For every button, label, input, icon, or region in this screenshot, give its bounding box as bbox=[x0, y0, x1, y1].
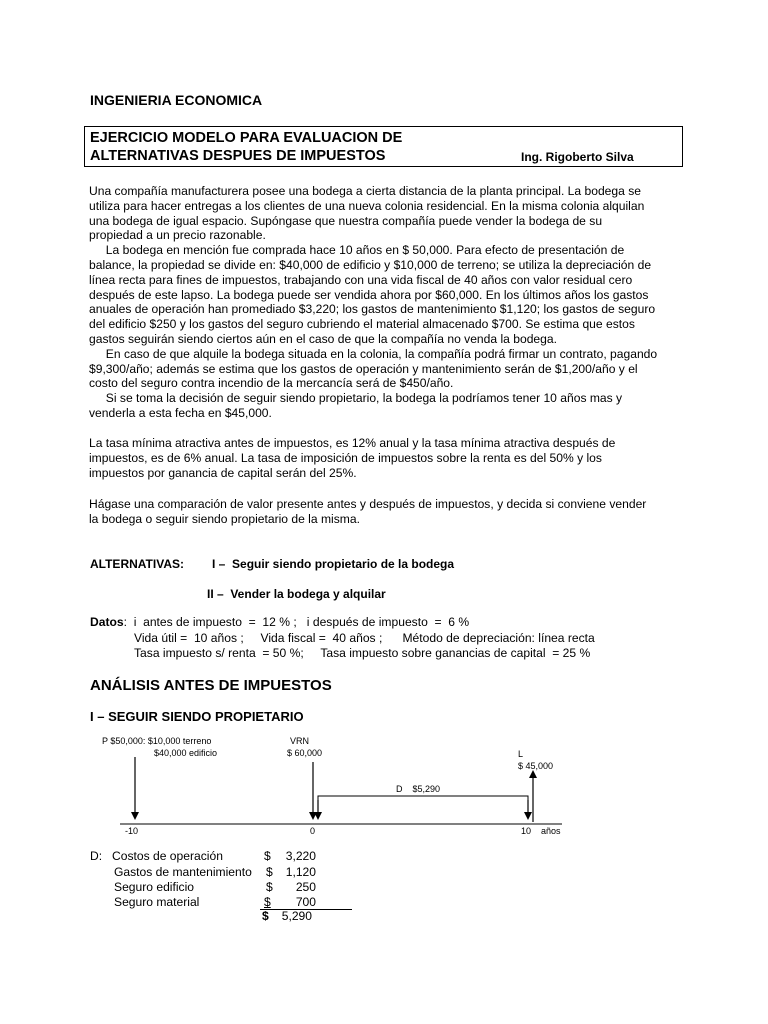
paragraph-line: utiliza para hacer entregas a los clientes de una nueva colonia residencial. En la misma colonia alquilan bbox=[89, 198, 645, 213]
alternative-2: II – Vender la bodega y alquilar bbox=[207, 587, 386, 601]
exercise-title-line2: ALTERNATIVAS DESPUES DE IMPUESTOS bbox=[90, 148, 386, 164]
axis-unit-label: años bbox=[541, 826, 561, 836]
cost-amount: 250 bbox=[295, 880, 316, 894]
problem-paragraph-1 bbox=[89, 184, 689, 421]
cost-amount: 700 bbox=[295, 895, 316, 909]
alternative-1: I – Seguir siendo propietario de la bodega bbox=[212, 557, 455, 571]
d-annual-bracket bbox=[318, 796, 528, 816]
paragraph-line: La bodega en mención fue comprada hace 10 años en $ 50,000. Para efecto de presentación de bbox=[89, 243, 625, 258]
paragraph-line: anuales de operación han promediado $3,220; los gastos de mantenimiento $1,120; los gastos de seguro bbox=[89, 302, 656, 317]
paragraph-line: $9,300/año; además se estima que los gastos de operación y mantenimiento serán de $1,200/año y el bbox=[89, 361, 638, 376]
author-name: Ing. Rigoberto Silva bbox=[521, 150, 634, 164]
analysis-heading: ANÁLISIS ANTES DE IMPUESTOS bbox=[90, 677, 332, 694]
cost-label: Seguro edificio bbox=[114, 880, 195, 894]
data-line-2: Vida útil = 10 años ; Vida fiscal = 40 años ; Método de depreciación: línea recta bbox=[134, 630, 595, 645]
paragraph-line: Si se toma la decisión de seguir siendo propietario, la bodega la podríamos tener 10 años mas y bbox=[89, 391, 623, 406]
paragraph-line: Hágase una comparación de valor presente antes y después de impuestos, y decida si conviene vender bbox=[89, 497, 647, 511]
paragraph-line: la bodega o seguir siendo propietario de la misma. bbox=[89, 511, 360, 526]
data-line-3: Tasa impuesto s/ renta = 50 %; Tasa impuesto sobre ganancias de capital = 25 % bbox=[134, 646, 591, 660]
cost-currency: $ bbox=[266, 865, 273, 879]
paragraph-line: una bodega de igual espacio. Supóngase que nuestra compañía puede vender la bodega de su bbox=[89, 213, 603, 228]
paragraph-line: venderla a esta fecha en $45,000. bbox=[89, 405, 272, 420]
problem-paragraph-3 bbox=[89, 497, 689, 527]
cash-flow-svg bbox=[0, 730, 768, 840]
tick-label: 0 bbox=[310, 826, 316, 836]
cost-amount: 1,120 bbox=[285, 865, 316, 879]
data-label: Datos bbox=[90, 615, 124, 629]
paragraph-line: En caso de que alquile la bodega situada en la colonia, la compañía podrá firmar un contrato, pagando bbox=[89, 346, 658, 361]
cost-label: Seguro material bbox=[114, 895, 200, 909]
total-amount: 5,290 bbox=[281, 909, 312, 923]
paragraph-line: Una compañía manufacturera posee una bodega a cierta distancia de la planta principal. La bodega se bbox=[89, 184, 641, 198]
paragraph-line: La tasa mínima atractiva antes de impuestos, es 12% anual y la tasa mínima atractiva después de bbox=[89, 436, 616, 450]
vrn-value: $ 60,000 bbox=[287, 748, 323, 758]
cost-label: Gastos de mantenimiento bbox=[114, 865, 252, 879]
paragraph-line: gastos seguirán siendo ciertos aún en el caso de que la compañía no venda la bodega. bbox=[89, 331, 557, 346]
data-block bbox=[90, 615, 595, 662]
l-label: L bbox=[518, 749, 524, 759]
total-currency: $ bbox=[262, 909, 269, 923]
course-heading: INGENIERIA ECONOMICA bbox=[90, 92, 263, 108]
p-label-building: $40,000 edificio bbox=[154, 748, 218, 758]
alternatives-label: ALTERNATIVAS: bbox=[90, 557, 184, 571]
problem-paragraph-2 bbox=[89, 436, 689, 480]
data-rates: : i antes de impuesto = 12 % ; i después de impuesto = 6 % bbox=[123, 615, 470, 629]
cost-currency: $ bbox=[264, 849, 271, 863]
data-line-1 bbox=[90, 615, 595, 631]
tick-label: -10 bbox=[125, 826, 139, 836]
paragraph-line: balance, la propiedad se divide en: $40,000 de edificio y $10,000 de terreno; se utiliza la depreciación de bbox=[89, 257, 652, 272]
d-label: D $5,290 bbox=[396, 784, 441, 794]
paragraph-line: costo del seguro contra incendio de la mercancía será de $450/año. bbox=[89, 376, 454, 391]
section-heading: I – SEGUIR SIENDO PROPIETARIO bbox=[90, 709, 304, 724]
paragraph-line: impuestos por ganancia de capital serán del 25%. bbox=[89, 465, 357, 480]
l-value: $ 45,000 bbox=[518, 761, 554, 771]
cost-currency: $ bbox=[266, 880, 273, 894]
paragraph-line: propiedad a un precio razonable. bbox=[89, 228, 266, 243]
p-label: P $50,000: $10,000 terreno bbox=[102, 736, 212, 746]
paragraph-line: línea recta para fines de impuestos, trabajando con una vida fiscal de 40 años con valor residual cero bbox=[89, 272, 633, 287]
vrn-label: VRN bbox=[290, 736, 310, 746]
exercise-title-line1: EJERCICIO MODELO PARA EVALUACION DE bbox=[90, 130, 403, 146]
cost-label: Costos de operación bbox=[112, 849, 223, 863]
paragraph-line: del edificio $250 y los gastos del seguro cubriendo el material almacenado $700. Se estima que estos bbox=[89, 317, 635, 332]
cost-currency: $ bbox=[264, 895, 271, 909]
tick-label: 10 bbox=[521, 826, 532, 836]
cost-prefix: D: bbox=[90, 849, 103, 863]
paragraph-line: después de este lapso. La bodega puede ser vendida ahora por $60,000. En los últimos años los gastos bbox=[89, 287, 649, 302]
exercise-title-box bbox=[84, 126, 683, 167]
cost-amount: 3,220 bbox=[285, 849, 316, 863]
paragraph-line: impuestos, es de 6% anual. La tasa de imposición de impuestos sobre la renta es del 50% y los bbox=[89, 450, 602, 465]
